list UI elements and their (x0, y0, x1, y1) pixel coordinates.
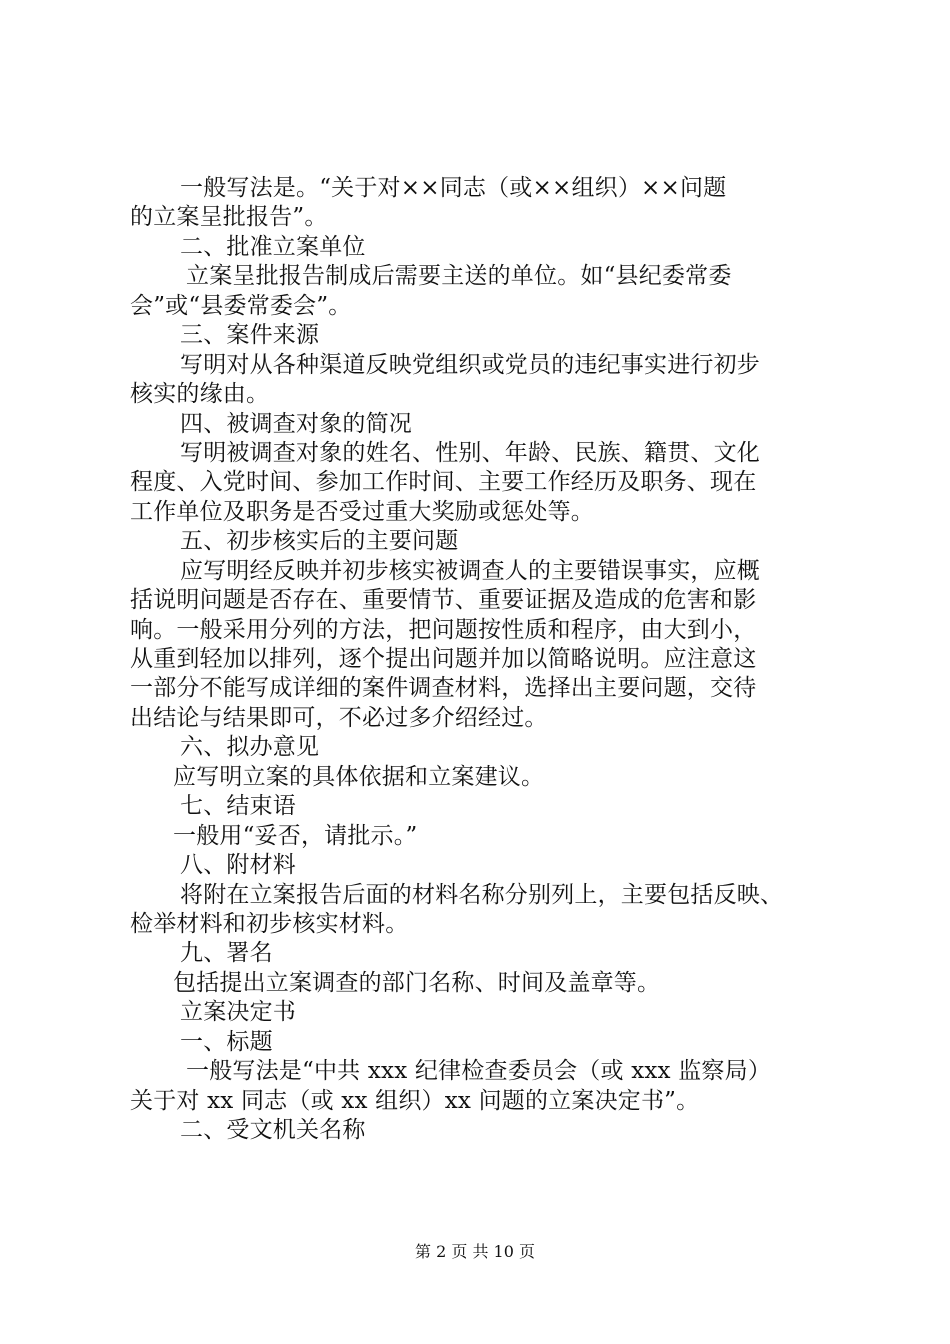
document-body (130, 174, 835, 1145)
paragraph-line: 程度、入党时间、参加工作时间、主要工作经历及职务、现在 (130, 469, 757, 496)
paragraph-line: 立案呈批报告制成后需要主送的单位。如“县纪委常委 (186, 263, 732, 290)
paragraph-line: 工作单位及职务是否受过重大奖励或惩处等。 (130, 498, 594, 525)
section-heading: 六、拟办意见 (180, 734, 320, 761)
page-number-footer: 第 2 页 共 10 页 (415, 1242, 535, 1261)
paragraph-line: 一般用“妥否，请批示。” (173, 822, 418, 849)
paragraph-line: 一般写法是。“关于对××同志（或××组织）××问题 (180, 175, 727, 201)
paragraph-line: 写明对从各种渠道反映党组织或党员的违纪事实进行初步 (180, 351, 760, 378)
section-heading: 立案决定书 (180, 999, 296, 1026)
paragraph-line: 应写明经反映并初步核实被调查人的主要错误事实，应概 (180, 557, 760, 584)
paragraph-line: 一部分不能写成详细的案件调查材料，选择出主要问题，交待 (130, 675, 757, 702)
section-heading: 四、被调查对象的简况 (180, 410, 412, 437)
paragraph-line: 的立案呈批报告”。 (130, 204, 328, 231)
paragraph-line: 一般写法是“中共 xxx 纪律检查委员会（或 xxx 监察局） (186, 1058, 772, 1085)
paragraph-line: 检举材料和初步核实材料。 (130, 910, 409, 937)
paragraph-line: 应写明立案的具体依据和立案建议。 (173, 763, 545, 790)
section-heading: 八、附材料 (180, 852, 296, 879)
paragraph-line: 写明被调查对象的姓名、性别、年龄、民族、籍贯、文化 (180, 439, 760, 466)
paragraph-line: 出结论与结果即可，不必过多介绍经过。 (130, 704, 548, 731)
paragraph-line: 从重到轻加以排列，逐个提出问题并加以简略说明。应注意这 (130, 646, 757, 672)
section-heading: 三、案件来源 (180, 322, 320, 349)
section-heading: 九、署名 (180, 940, 273, 967)
section-heading: 二、批准立案单位 (180, 233, 366, 260)
section-heading: 一、标题 (180, 1028, 273, 1055)
section-heading: 七、结束语 (180, 793, 296, 820)
paragraph-line: 括说明问题是否存在、重要情节、重要证据及造成的危害和影 (130, 587, 757, 614)
paragraph-line: 响。一般采用分列的方法，把问题按性质和程序，由大到小， (130, 616, 757, 643)
paragraph-line: 关于对 xx 同志（或 xx 组织）xx 问题的立案决定书”。 (130, 1087, 700, 1114)
paragraph-line: 包括提出立案调查的部门名称、时间及盖章等。 (173, 969, 661, 996)
section-heading: 五、初步核实后的主要问题 (180, 528, 459, 555)
paragraph-line: 会”或“县委常委会”。 (130, 292, 352, 319)
paragraph-line: 核实的缘由。 (130, 381, 270, 408)
section-heading: 二、受文机关名称 (180, 1117, 366, 1143)
paragraph-line: 将附在立案报告后面的材料名称分别列上，主要包括反映、 (180, 881, 784, 908)
